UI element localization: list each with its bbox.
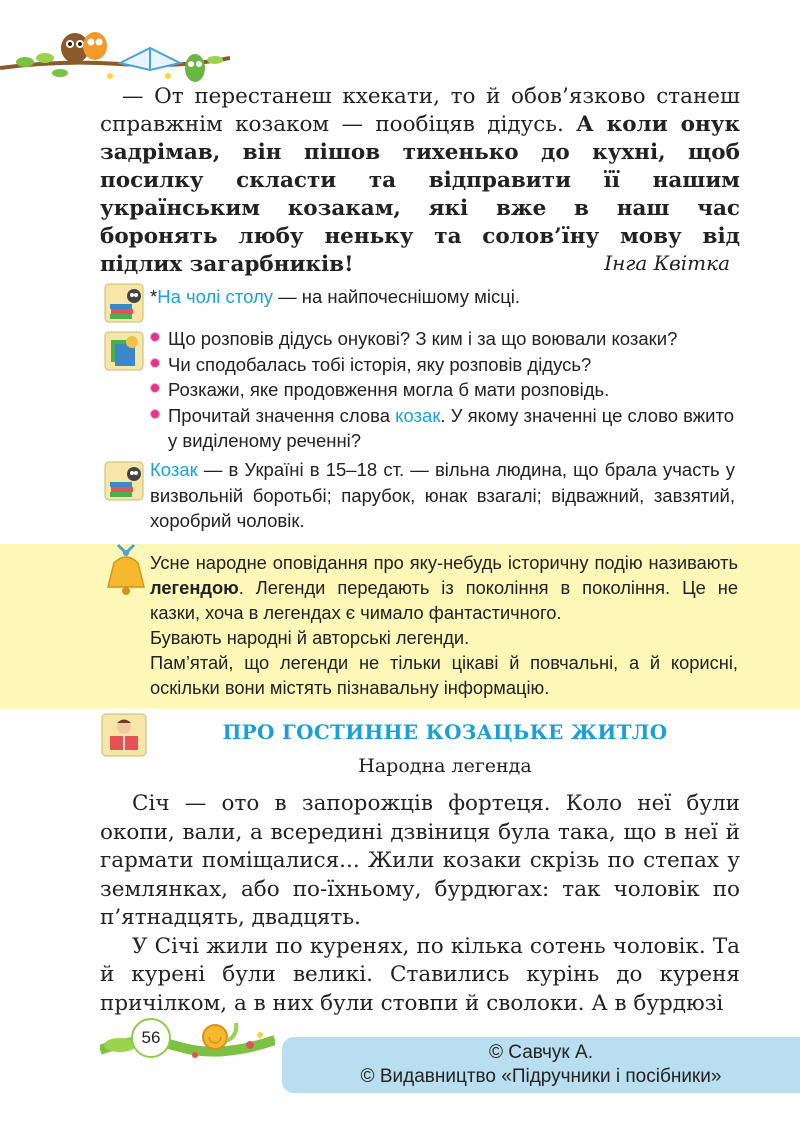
copyright-publisher: © Видавництво «Підручники і посібники» [360, 1066, 722, 1087]
note-text [150, 550, 738, 700]
copyright-author: © Савчук А. [489, 1042, 593, 1063]
dictionary-icon [103, 282, 145, 324]
legend-subtitle: Народна легенда [358, 755, 532, 777]
note-p1-before: Усне народне оповідання про яку-небудь історичну подію називають [150, 552, 738, 573]
definition-term: Козак [150, 459, 198, 480]
legend-title: ПРО ГОСТИННЕ КОЗАЦЬКЕ ЖИТЛО [222, 720, 668, 744]
question4-after: . У якому значенні це слово вжито у виділеному реченні? [168, 404, 735, 451]
bullet-icon [150, 332, 160, 342]
snail-flowers-icon [100, 1005, 275, 1065]
question-text: Чи сподобалась тобі історія, яку розповів дідусь? [168, 353, 592, 375]
legend-text [100, 790, 740, 1018]
legend-paragraph: Січ — ото в запорожців фортеця. Коло неї були окопи, вали, а всередині дзвіниця була така, що в неї й гармати поміщалися... Жили козаки скрізь по степах у землянках, або по-їхньому, бурдюгах: так чоловік по п’ятнадцять, двадцять. [100, 791, 740, 930]
bullet-icon [150, 358, 160, 368]
note-paragraph [150, 625, 738, 650]
story-plain: — От перестанеш кхекати, то й обов’язково станеш справжнім козаком — пообіцяв дідусь. [100, 84, 740, 137]
gloss-line [150, 286, 520, 308]
gloss-prefix: * [150, 286, 158, 307]
story-text [100, 83, 740, 279]
gloss-term: На чолі столу [157, 286, 273, 307]
page-number: 56 [131, 1018, 171, 1058]
question-item [150, 403, 750, 454]
note-paragraph [150, 550, 738, 625]
note-paragraph [150, 650, 738, 700]
question4-before: Прочитай значення слова [168, 404, 396, 426]
questions-list [150, 326, 750, 454]
question4-word: козак [395, 404, 441, 426]
question-item [150, 352, 750, 378]
reader-icon [100, 712, 150, 760]
legend-paragraph: У Січі жили по куренях, по кілька сотень чоловік. Та й курені були великі. Ставились курінь до куреня причілком, а в них були стовпи й сволоки. А в бурдюзі [100, 933, 740, 1016]
question-text: Розкажи, яке продовження могла б мати розповідь. [168, 379, 610, 400]
note-p1-after: . Легенди передають із покоління в покоління. Це не казки, хоча в легендах є чимало фантастичного. [150, 577, 738, 623]
note-term: легендою [150, 577, 239, 598]
copyright-box [282, 1037, 800, 1093]
questions-icon [103, 330, 145, 372]
gloss-definition: — на найпочеснішому місці. [273, 286, 521, 307]
note-p2: Бувають народні й авторські легенди. [150, 627, 470, 648]
branch-owls-book-icon [0, 18, 230, 88]
question-item [150, 326, 750, 352]
bell-icon [100, 543, 152, 603]
question-text: Що розповів дідусь онукові? З ким і за що воювали козаки? [168, 328, 678, 349]
kozak-definition [150, 457, 735, 534]
question-item [150, 377, 750, 403]
bullet-icon [150, 383, 160, 393]
dictionary-icon [103, 460, 145, 502]
note-p3: Пам’ятай, що легенди не тільки цікаві й повчальні, а й корисні, оскільки вони містять пізнавальну інформацію. [150, 652, 738, 698]
bullet-icon [150, 409, 160, 419]
story-bold: А коли онук задрімав, він пішов тихенько до кухні, щоб посилку скласти та відправити її нашим українським козакам, які вже в наш час боронять любу неньку та солов’їну мову від підлих загарбників! [100, 112, 740, 277]
definition-text: — в Україні в 15–18 ст. — вільна людина, що брала участь у визвольній боротьбі; парубок, юнак взагалі; відважний, завзятий, хоробрий чоловік. [150, 459, 735, 531]
story-author: Інга Квітка [604, 251, 730, 275]
